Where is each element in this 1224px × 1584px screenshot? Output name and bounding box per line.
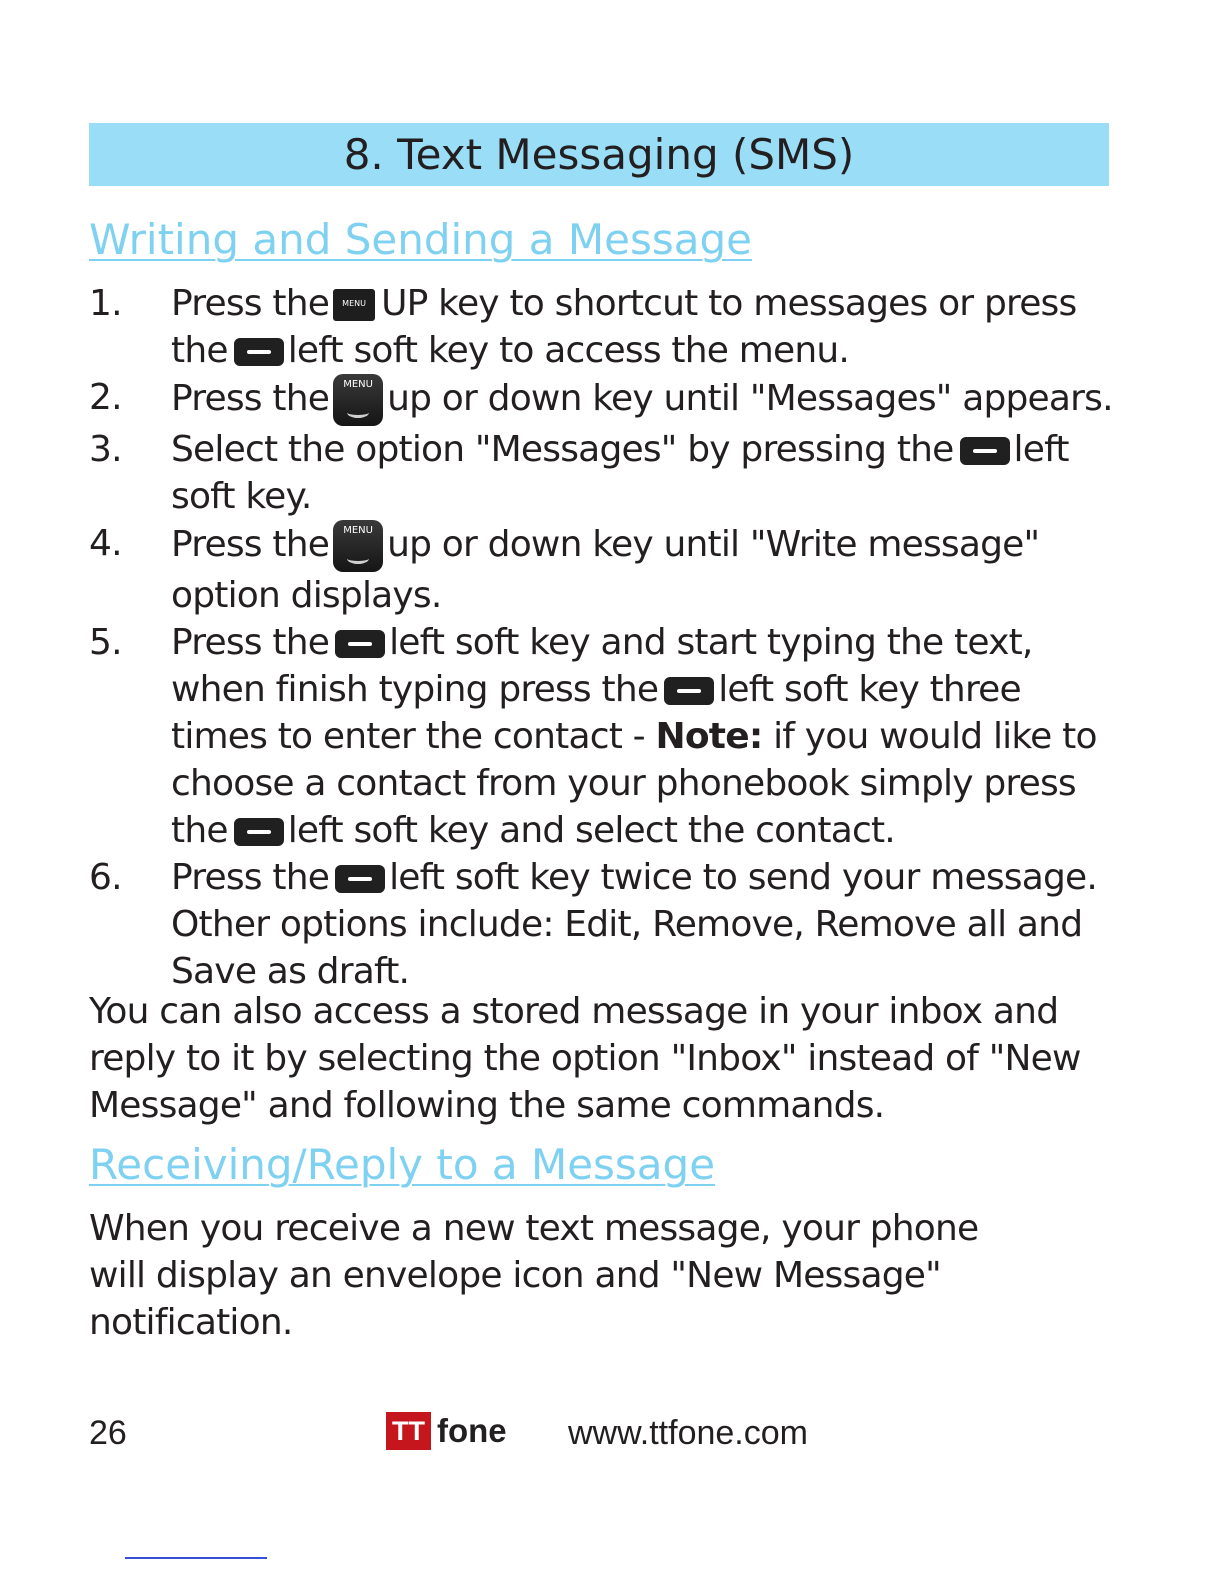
left-soft-key-icon: [960, 437, 1010, 465]
step-number: 6.: [89, 857, 122, 898]
step-1: 1. Press the MENU UP key to shortcut to messages or press the left soft key to access the menu.: [89, 280, 1119, 374]
step-number: 5.: [89, 622, 122, 663]
step-number: 4.: [89, 523, 122, 564]
left-soft-key-icon: [234, 338, 284, 366]
instruction-steps: [89, 280, 1119, 995]
bottom-rule: [125, 1557, 267, 1559]
receiving-paragraph: When you receive a new text message, your phone will display an envelope icon and "New Message" notification.: [89, 1208, 979, 1343]
menu-navigation-key-icon: MENU: [333, 520, 383, 572]
step-3: 3. Select the option "Messages" by pressing the left soft key.: [89, 426, 1119, 520]
logo-wordmark: fone: [437, 1412, 507, 1449]
step-number: 3.: [89, 429, 122, 470]
left-soft-key-icon: [335, 630, 385, 658]
ttfone-logo: [386, 1410, 507, 1452]
left-soft-key-icon: [335, 865, 385, 893]
menu-navigation-key-icon: MENU: [333, 374, 383, 426]
left-soft-key-icon: [664, 677, 714, 705]
step-2: 2. Press the MENU up or down key until "Messages" appears.: [89, 374, 1119, 426]
step-6: 6. Press the left soft key twice to send your message. Other options include: Edit, Remove, Remove all and Save as draft.: [89, 854, 1119, 995]
step-number: 1.: [89, 283, 122, 324]
website-url: www.ttfone.com: [568, 1414, 808, 1452]
note-label: Note:: [655, 716, 763, 757]
page-number: 26: [89, 1414, 127, 1452]
menu-key-icon: MENU: [333, 289, 375, 321]
step-number: 2.: [89, 377, 122, 418]
subheading-writing-sending: Writing and Sending a Message: [89, 215, 752, 264]
left-soft-key-icon: [234, 818, 284, 846]
subheading-receiving-reply: Receiving/Reply to a Message: [89, 1140, 716, 1189]
step-4: 4. Press the MENU up or down key until "Write message" option displays.: [89, 520, 1119, 619]
section-title: 8. Text Messaging (SMS): [343, 130, 855, 179]
section-title-banner: [89, 123, 1109, 186]
logo-tt-mark: TT: [386, 1412, 431, 1450]
step-5: 5. Press the left soft key and start typing the text, when finish typing press the left soft key three times to enter the contact - Note: if you would like to choose a contact from your phonebook simply press the left soft key and select the contact.: [89, 619, 1119, 854]
inbox-paragraph: You can also access a stored message in your inbox and reply to it by selecting the option "Inbox" instead of "New Message" and following the same commands.: [89, 991, 1081, 1126]
